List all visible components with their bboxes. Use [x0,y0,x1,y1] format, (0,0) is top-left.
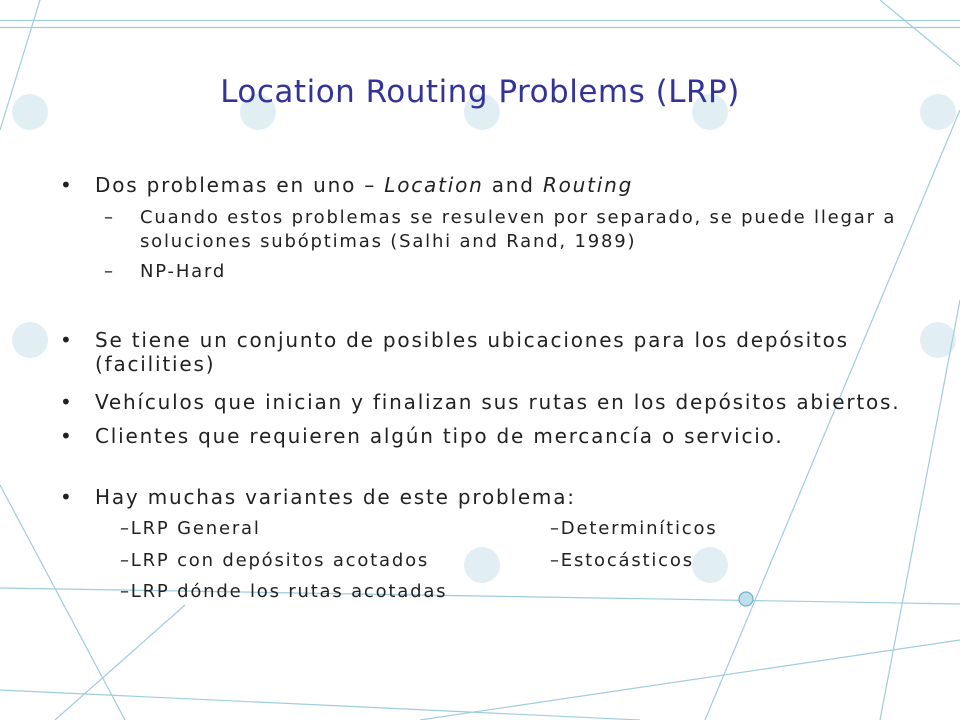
variant-item-left-1: –LRP General [120,518,261,539]
bullet-marker: • [60,390,72,414]
decorative-line [0,485,125,720]
sub-bullet-marker: – [104,207,113,228]
bullet-1-middle: and [483,173,543,197]
bullet-text-4: Clientes que requieren algún tipo de mercancía o servicio. [95,424,784,448]
bullet-text-3: Vehículos que inician y finalizan sus rutas en los depósitos abiertos. [95,390,901,414]
slide-title: Location Routing Problems (LRP) [220,74,740,110]
decorative-line [705,110,960,720]
bullet-text-5: Hay muchas variantes de este problema: [95,485,576,509]
bullet-text-1 [95,173,935,197]
bullet-marker: • [60,328,72,352]
bullet-marker: • [60,424,72,448]
variant-item-right-1: –Determiníticos [550,518,718,539]
decorative-line [0,690,640,720]
decorative-line [880,0,960,66]
sub-bullet-marker: – [104,261,113,282]
decorative-circle [464,547,500,583]
bullet-marker: • [60,485,72,509]
decorative-circle [12,322,48,358]
decorative-line [420,640,960,720]
decorative-node-circle [739,592,753,606]
bullet-1-term-routing: Routing [542,173,634,197]
bullet-1-prefix: Dos problemas en uno – [95,173,385,197]
bullet-1-term-location: Location [384,173,484,197]
variant-item-left-3: –LRP dónde los rutas acotadas [120,581,448,602]
sub-item-2: NP-Hard [140,261,227,282]
decorative-circle [692,547,728,583]
variant-item-right-2: –Estocásticos [550,550,694,571]
sub-item-1: Cuando estos problemas se resuleven por separado, se puede llegar a soluciones subóptimas (Salhi and Rand, 1989) [140,207,897,252]
bullet-marker: • [60,173,72,197]
decorative-line [55,605,185,720]
variant-item-left-2: –LRP con depósitos acotados [120,550,430,571]
bullet-text-2: Se tiene un conjunto de posibles ubicaciones para los depósitos (facilities) [95,328,849,376]
